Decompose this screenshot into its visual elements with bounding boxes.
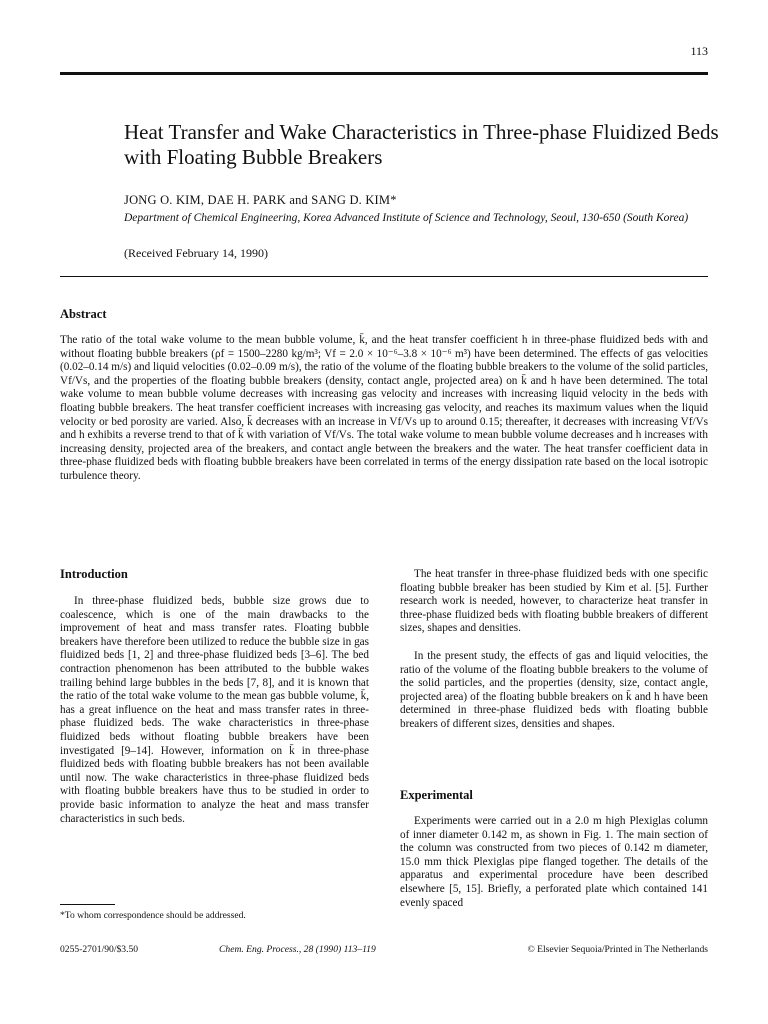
abstract-body: The ratio of the total wake volume to the mean bubble volume, k̄, and the heat transfer coefficient h in three-phase fluidized beds with and without floating bubble breakers (ρf = 1500–2280 kg/m³; Vf = 2.0 × 10⁻⁶–3.8 × 10⁻⁶ m³) have been determined. The effects of gas velocities (0.02–0.14 m/s) and liquid velocities (0.02–0.09 m/s), the ratio of the volume of the floating bubble breakers to the volume of the solid particles, Vf/Vs, and the properties of the floating bubble breakers (density, contact angle, projected area) on k̄ and h have been determined. The total wake volume to mean bubble volume decreases with increasing gas velocity and increases with increasing liquid velocity in the beds with floating bubble breakers. The heat transfer coefficient increases with increasing gas velocity, and reaches its maximum values when the liquid velocity or bed porosity are varied. Also, k̄ decreases with an increase in Vf/Vs up to around 0.15; thereafter, it decreases with increasing Vf/Vs and h exhibits a reverse trend to that of k̄ with variation of Vf/Vs. The total wake volume to mean bubble volume decreases and h increases with increasing density, projected area of the breakers, and contact angle between the breakers and the water. The heat transfer coefficient data in three-phase fluidized beds with floating bubble breakers have been correlated in terms of the energy dissipation rate based on the local isotropic turbulence theory. bbox=[60, 334, 708, 482]
header-rule bbox=[60, 72, 708, 75]
right-column-paragraph-2: In the present study, the effects of gas and liquid velocities, the ratio of the volume of the floating bubble breakers to the volume of the solid particles, and the properties (density, size, contact angle, projected area) of the floating bubble breakers on k̄ and h have been determined in three-phase fluidized beds with floating bubble breakers of different sizes, densities and shapes. bbox=[400, 650, 708, 730]
right-column-paragraph-1: The heat transfer in three-phase fluidized beds with one specific floating bubble breaker has been studied by Kim et al. [5]. Further research work is needed, however, to characterize heat transfer in three-phase fluidized beds with floating bubble breakers of different sizes, shapes and densities. bbox=[400, 568, 708, 635]
footer-citation: Chem. Eng. Process., 28 (1990) 113–119 bbox=[219, 944, 376, 955]
paper-title: Heat Transfer and Wake Characteristics in Three-phase Fluidized Beds with Floating Bubble Breakers bbox=[124, 120, 719, 169]
experimental-heading: Experimental bbox=[400, 788, 473, 802]
footer-price-code: 0255-2701/90/$3.50 bbox=[60, 944, 139, 955]
abstract-rule bbox=[60, 276, 708, 277]
author-list: JONG O. KIM, DAE H. PARK and SANG D. KIM* bbox=[124, 193, 397, 207]
introduction-body: In three-phase fluidized beds, bubble size grows due to coalescence, which is one of the main drawbacks to the improvement of heat and mass transfer rates. Floating bubble breakers have therefore been utilized to reduce the bubble size in gas fluidized beds [1, 2] and three-phase fluidized beds [3–6]. The bed contraction phenomenon has been attributed to the bubble wakes trailing behind large bubbles in the beds [7, 8], and it is known that the ratio of the total wake volume to the mean gas bubble volume, k̄, has a great influence on the heat and mass transfer rates in three-phase fluidized beds. The wake characteristics in three-phase fluidized beds without floating bubble breakers have been investigated [9–14]. However, information on k̄ in three-phase fluidized beds with floating bubble breakers has not been available until now. The wake characteristics in three-phase fluidized beds with floating bubble breakers have thus to be studied in order to provide basic information to analyze the heat and mass transfer characteristics in such beds. bbox=[60, 595, 369, 825]
page-number: 113 bbox=[690, 44, 708, 58]
footnote: *To whom correspondence should be addressed. bbox=[60, 910, 246, 921]
footnote-rule bbox=[60, 904, 115, 905]
footer-publisher: © Elsevier Sequoia/Printed in The Netherlands bbox=[527, 944, 708, 955]
introduction-heading: Introduction bbox=[60, 567, 128, 581]
affiliation: Department of Chemical Engineering, Korea Advanced Institute of Science and Technology, Seoul, 130-650 (South Korea) bbox=[124, 212, 689, 224]
abstract-heading: Abstract bbox=[60, 307, 107, 321]
experimental-body: Experiments were carried out in a 2.0 m high Plexiglas column of inner diameter 0.142 m, as shown in Fig. 1. The main section of the column was constructed from two pieces of 0.142 m diameter, 15.0 mm thick Plexiglas pipe flanged together. The details of the apparatus and experimental procedure have been described elsewhere [5, 15]. Briefly, a perforated plate which contained 141 evenly spaced bbox=[400, 815, 708, 909]
received-date: (Received February 14, 1990) bbox=[124, 246, 268, 260]
